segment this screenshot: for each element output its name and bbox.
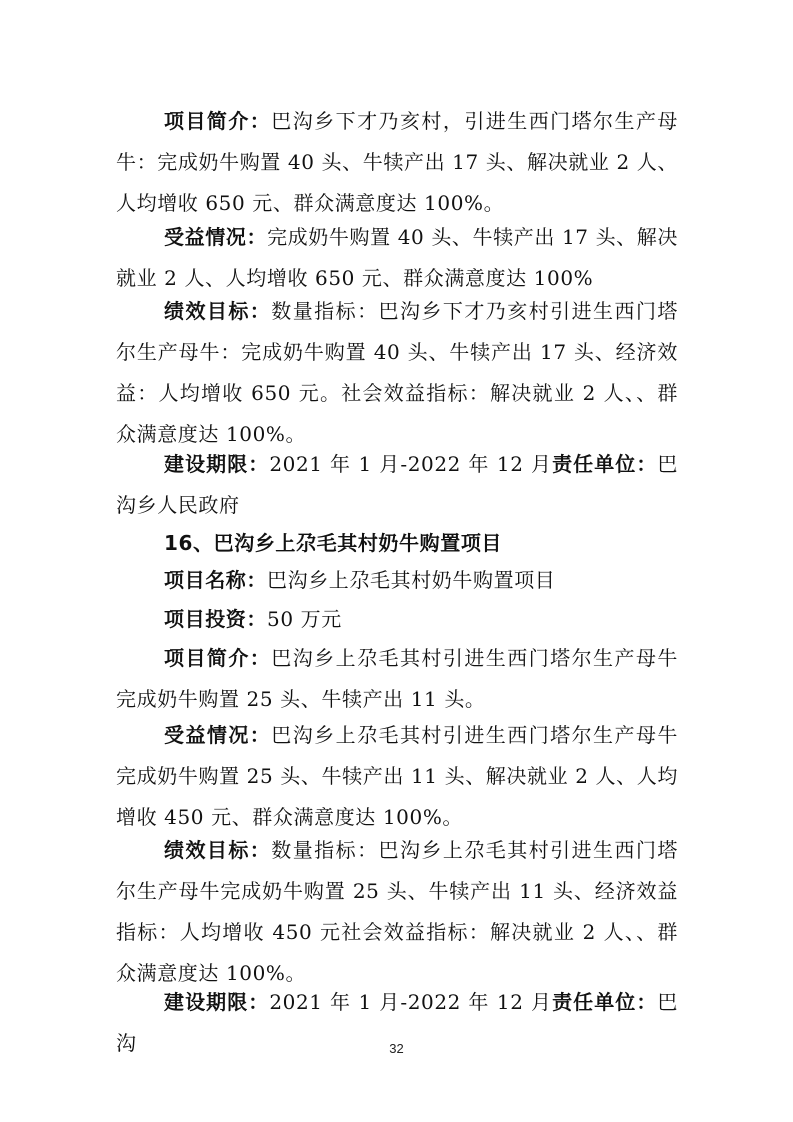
paragraph-project-investment — [116, 599, 678, 640]
label-construction-period: 建设期限： — [164, 452, 270, 476]
label-project-name: 项目名称： — [164, 568, 267, 592]
label-responsible-unit: 责任单位： — [552, 452, 658, 476]
label-construction-period-2: 建设期限： — [164, 990, 270, 1014]
label-benefit: 受益情况： — [164, 225, 268, 249]
text-responsible-unit: 巴沟乡人民政府 — [116, 452, 678, 517]
label-benefit-2: 受益情况： — [164, 723, 272, 747]
paragraph-benefit-2 — [116, 715, 678, 838]
paragraph-project-intro — [116, 101, 678, 224]
text-performance-goal: 数量指标：巴沟乡下才乃亥村引进生西门塔尔生产母牛：完成奶牛购置 40 头、牛犊产出 17 头、经济效益：人均增收 650 元。社会效益指标：解决就业 2 人、、群众满意度达 100%。 — [116, 299, 678, 446]
text-benefit: 完成奶牛购置 40 头、牛犊产出 17 头、解决就业 2 人、人均增收 650 元、群众满意度达 100% — [116, 225, 679, 290]
text-construction-period-2: 2021 年 1 月-2022 年 12 月 — [269, 990, 553, 1014]
label-project-investment: 项目投资： — [164, 607, 267, 631]
section-heading: 16、巴沟乡上尕毛其村奶牛购置项目 — [164, 531, 503, 555]
text-project-name: 巴沟乡上尕毛其村奶牛购置项目 — [267, 568, 556, 592]
label-performance-goal-2: 绩效目标： — [164, 838, 272, 862]
text-performance-goal-2: 数量指标：巴沟乡上尕毛其村引进生西门塔尔生产母牛完成奶牛购置 25 头、牛犊产出 11 头、经济效益指标：人均增收 450 元社会效益指标：解决就业 2 人、、群众满意度达 100%。 — [116, 838, 678, 985]
paragraph-performance-goal-2 — [116, 830, 678, 994]
label-project-intro: 项目简介： — [164, 109, 272, 133]
text-project-investment: 50 万元 — [267, 607, 342, 631]
page-number: 32 — [389, 1041, 404, 1056]
paragraph-project-intro-2 — [116, 638, 678, 720]
paragraph-construction-period — [116, 444, 678, 526]
text-project-intro-2: 巴沟乡上尕毛其村引进生西门塔尔生产母牛完成奶牛购置 25 头、牛犊产出 11 头。 — [116, 646, 678, 711]
text-responsible-unit-2: 巴沟 — [116, 990, 678, 1055]
label-responsible-unit-2: 责任单位： — [552, 990, 658, 1014]
label-project-intro-2: 项目简介： — [164, 646, 272, 670]
paragraph-benefit — [116, 217, 678, 299]
text-construction-period: 2021 年 1 月-2022 年 12 月 — [269, 452, 553, 476]
text-benefit-2: 巴沟乡上尕毛其村引进生西门塔尔生产母牛完成奶牛购置 25 头、牛犊产出 11 头、解决就业 2 人、人均增收 450 元、群众满意度达 100%。 — [116, 723, 678, 829]
text-project-intro: 巴沟乡下才乃亥村，引进生西门塔尔生产母牛：完成奶牛购置 40 头、牛犊产出 17 头、解决就业 2 人、人均增收 650 元、群众满意度达 100%。 — [116, 109, 678, 215]
paragraph-performance-goal — [116, 291, 678, 455]
label-performance-goal: 绩效目标： — [164, 299, 272, 323]
paragraph-project-name — [116, 560, 678, 601]
